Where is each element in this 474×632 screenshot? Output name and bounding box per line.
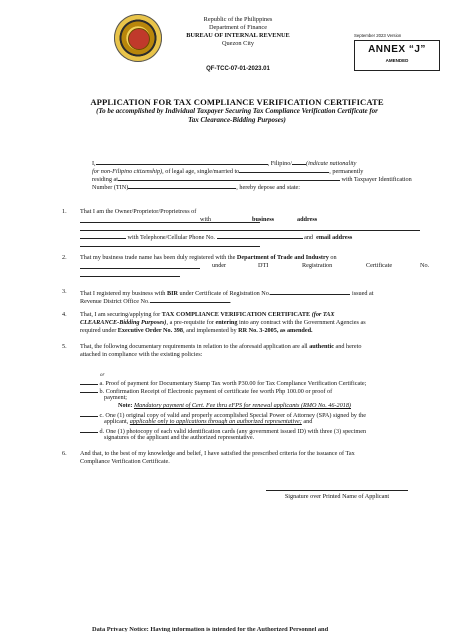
item-5-line-1: That, the following documentary requirements in relation to the aforesaid application are all authentic and hereto [80, 343, 362, 350]
item-3-line-1: That I registered my business with BIR under Certificate of Registration No. issued at [80, 290, 374, 297]
subtitle [50, 107, 424, 124]
annex-title: ANNEX “J” [368, 44, 426, 55]
signature-label: Signature over Printed Name of Applicant [284, 493, 390, 500]
item-2-line-1: That my business trade name has been duly registered with the Department of Trade and Industry on [80, 254, 337, 261]
item-5-line-2: attached in compliance with the existing policies: [80, 351, 203, 358]
spouse-field[interactable] [239, 166, 329, 173]
or-label: or [100, 373, 105, 378]
intro-line-3: residing at with Taxpayer Identification [92, 176, 412, 183]
requirement-d-cont: signatures of the applicant and the authorized representative. [104, 434, 255, 441]
nationality-field[interactable] [292, 158, 306, 165]
requirement-a: a. Proof of payment for Documentary Stamp Tax worth P30.00 for Tax Compliance Verification Certificate; [80, 378, 450, 388]
data-privacy-notice: Data Privacy Notice: Having information is intended for the Authorized Personnel and [92, 627, 329, 632]
residence-field[interactable] [118, 174, 340, 181]
dti-number-field[interactable] [80, 270, 180, 277]
email-field[interactable] [80, 240, 260, 247]
requirement-b: b. Confirmation Receipt of Electronic payment of certificate fee worth Php 100.00 or proof of [80, 386, 450, 396]
requirement-c-cont: applicant, applicable only to applications through an authorized representative; and [104, 418, 313, 425]
item-4-number: 4. [62, 311, 67, 318]
item-2-dti: DTI [258, 262, 269, 269]
tin-field[interactable] [128, 182, 236, 189]
item-4-line-2: CLEARANCE-Bidding Purposes), a pre-requisite for entering into any contract with the Government Agencies as [80, 319, 366, 326]
item-3-line-2: Revenue District Office No. . [80, 298, 232, 305]
phone-field[interactable] [217, 232, 303, 239]
item-1-line-5 [80, 240, 260, 250]
checkbox-b[interactable] [80, 386, 98, 393]
dti-date-field[interactable] [80, 262, 200, 269]
item-1-line-4: with Telephone/Cellular Phone No. and email address [80, 232, 440, 242]
bir-seal-icon [114, 14, 162, 62]
requirement-note: Note: Mandatory payment of Cert. Fee thru eFPS for renewal applicants (RMO No. 46-2018) [118, 402, 351, 409]
subtitle-line-2: Tax Clearance-Bidding Purposes) [188, 115, 286, 124]
checkbox-d[interactable] [80, 426, 98, 433]
checkbox-c[interactable] [80, 410, 98, 417]
item-2-no: No. [420, 262, 430, 269]
item-2-line-3 [80, 270, 180, 280]
requirement-b-cont: payment; [104, 394, 128, 401]
item-6-line-1: And that, to the best of my knowledge and belief, I have satisfied the prescribed criteria for the issuance of Tax [80, 450, 355, 457]
requirement-d: d. One (1) photocopy of each valid identification cards (any government issued ID) with three (3) specimen [80, 426, 450, 436]
header-bureau: BUREAU OF INTERNAL REVENUE [186, 32, 290, 39]
intro-line-4: Number (TIN) , hereby depose and state: [92, 184, 301, 191]
header-republic: Republic of the Philippines [203, 16, 273, 23]
item-1-with: with [200, 216, 212, 223]
intro-line-2: for non-Filipino citizenship), of legal age, single/married to , permanently [92, 168, 364, 175]
item-2-number: 2. [62, 254, 67, 261]
checkbox-a[interactable] [80, 378, 98, 385]
header-city: Quezon City [221, 40, 254, 47]
subtitle-line-1: (To be accomplished by Individual Taxpayer Securing Tax Compliance Verification Certificate for [96, 107, 378, 115]
cor-number-field[interactable] [270, 288, 350, 295]
requirement-c: c. One (1) original copy of valid and properly accomplished Special Power of Attorney (SPA) signed by the [80, 410, 450, 420]
annex-status: AMENDED [385, 58, 409, 63]
business-address-field[interactable] [80, 224, 420, 231]
item-4-line-3: required under Executive Order No. 398, and implemented by RR No. 3-2005, as amended. [80, 327, 313, 334]
business-name-field[interactable] [80, 216, 260, 223]
item-1-line-1: That I am the Owner/Proprietor/Proprietress of [80, 208, 197, 215]
item-1-business: business [252, 216, 275, 223]
item-4-line-1: That, I am securing/applying for TAX COMPLIANCE VERIFICATION CERTIFICATE (for TAX [80, 311, 335, 318]
intro-line-1: I, , Filipino/ (indicate nationality [92, 160, 357, 167]
item-2-registration: Registration [302, 262, 333, 269]
item-5-number: 5. [62, 343, 67, 350]
item-2-certificate: Certificate [366, 262, 393, 269]
item-6-number: 6. [62, 450, 67, 457]
version-label: September 2023 Version [354, 33, 402, 38]
item-1-address: address [297, 216, 318, 223]
item-1-number: 1. [62, 208, 67, 215]
name-field[interactable] [96, 158, 268, 165]
item-6-line-2: Compliance Verification Certificate. [80, 458, 170, 465]
header-department: Department of Finance [208, 24, 268, 31]
address-cont-field[interactable] [80, 232, 126, 239]
form-number: QF-TCC-07-01-2023.01 [206, 66, 270, 72]
signature-line[interactable] [266, 490, 408, 491]
item-3-number: 3. [62, 288, 67, 295]
item-2-under: under [212, 262, 227, 269]
page-title: APPLICATION FOR TAX COMPLIANCE VERIFICATION CERTIFICATE [90, 97, 384, 107]
annex-box [354, 40, 440, 71]
rdo-field[interactable] [150, 296, 230, 303]
